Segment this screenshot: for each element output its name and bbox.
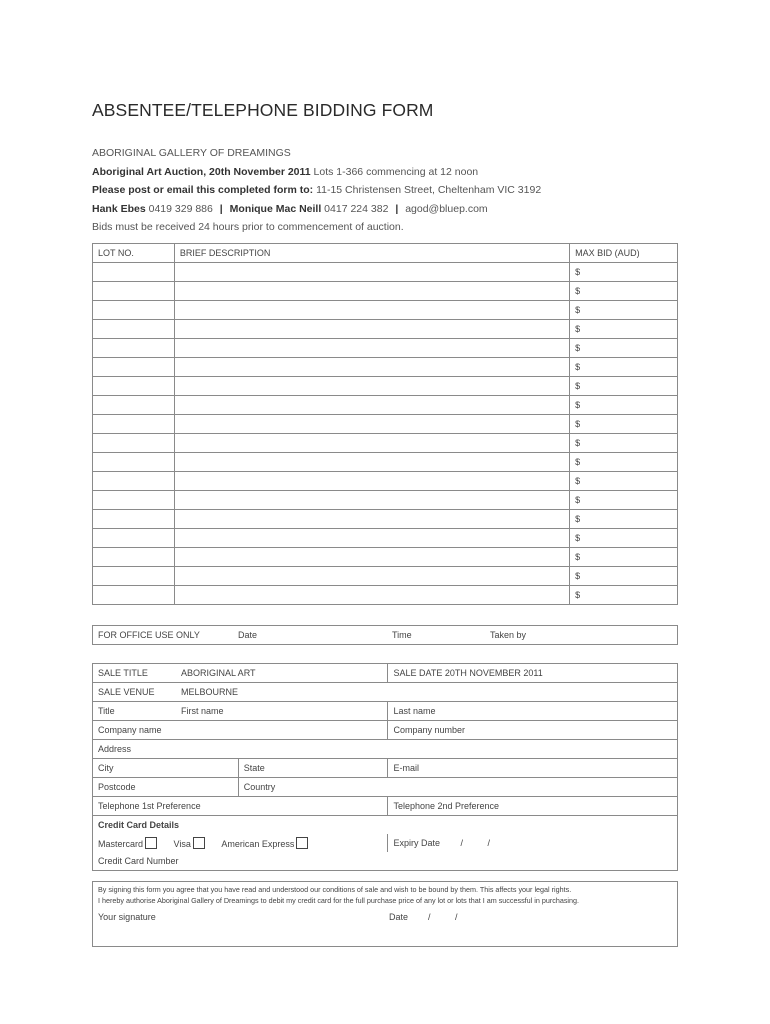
post-address: 11-15 Christensen Street, Cheltenham VIC 3192 bbox=[316, 184, 542, 196]
sign-date-slash-2: / bbox=[455, 912, 458, 922]
max-bid-cell[interactable]: $ bbox=[570, 263, 678, 282]
max-bid-cell[interactable]: $ bbox=[570, 548, 678, 567]
description-cell[interactable] bbox=[174, 377, 569, 396]
postcode-field[interactable]: Postcode bbox=[93, 778, 239, 797]
lot-no-cell[interactable] bbox=[93, 282, 175, 301]
max-bid-cell[interactable]: $ bbox=[570, 358, 678, 377]
max-bid-cell[interactable]: $ bbox=[570, 282, 678, 301]
max-bid-cell[interactable]: $ bbox=[570, 491, 678, 510]
max-bid-cell[interactable]: $ bbox=[570, 453, 678, 472]
lot-no-cell[interactable] bbox=[93, 263, 175, 282]
office-use-label: FOR OFFICE USE ONLY bbox=[98, 630, 200, 640]
lot-row bbox=[93, 510, 678, 529]
form-title: ABSENTEE/TELEPHONE BIDDING FORM bbox=[92, 100, 434, 120]
lot-row bbox=[93, 263, 678, 282]
contact2-phone: 0417 224 382 bbox=[324, 202, 389, 215]
lot-no-cell[interactable] bbox=[93, 396, 175, 415]
description-cell[interactable] bbox=[174, 282, 569, 301]
sale-title-label: SALE TITLE bbox=[98, 668, 148, 678]
lot-no-cell[interactable] bbox=[93, 472, 175, 491]
lots-header-row bbox=[93, 244, 678, 263]
description-cell[interactable] bbox=[174, 434, 569, 453]
expiry-date-field[interactable] bbox=[388, 834, 678, 852]
auction-lots: Lots 1-366 commencing at 12 noon bbox=[313, 165, 479, 178]
terms-line-1: By signing this form you agree that you have read and understood our conditions of sale and wish to be bound by them. This affects your legal rights. bbox=[98, 885, 572, 894]
max-bid-cell[interactable]: $ bbox=[570, 529, 678, 548]
description-header: BRIEF DESCRIPTION bbox=[174, 244, 569, 263]
max-bid-cell[interactable]: $ bbox=[570, 567, 678, 586]
sign-date-slash-1: / bbox=[428, 912, 431, 922]
description-cell[interactable] bbox=[174, 263, 569, 282]
state-field[interactable]: State bbox=[238, 759, 388, 778]
office-date-label: Date bbox=[238, 630, 258, 640]
max-bid-cell[interactable]: $ bbox=[570, 396, 678, 415]
max-bid-cell[interactable]: $ bbox=[570, 434, 678, 453]
description-cell[interactable] bbox=[174, 586, 569, 605]
sale-date-field: SALE DATE 20TH NOVEMBER 2011 bbox=[388, 664, 678, 683]
expiry-slash-1: / bbox=[460, 838, 463, 848]
contact2-name: Monique Mac Neill bbox=[229, 202, 322, 215]
office-use-row bbox=[93, 626, 678, 645]
lot-row bbox=[93, 434, 678, 453]
credit-card-number-field[interactable]: Credit Card Number bbox=[93, 852, 678, 871]
mastercard-checkbox[interactable] bbox=[145, 837, 157, 849]
office-taken-by-label: Taken by bbox=[490, 630, 527, 640]
signature-field[interactable] bbox=[93, 910, 385, 947]
lot-row bbox=[93, 453, 678, 472]
lot-row bbox=[93, 339, 678, 358]
lots-table bbox=[92, 243, 678, 605]
description-cell[interactable] bbox=[174, 567, 569, 586]
description-cell[interactable] bbox=[174, 548, 569, 567]
lot-no-cell[interactable] bbox=[93, 358, 175, 377]
description-cell[interactable] bbox=[174, 396, 569, 415]
country-field[interactable]: Country bbox=[238, 778, 677, 797]
city-field[interactable]: City bbox=[93, 759, 239, 778]
credit-card-heading: Credit Card Details bbox=[93, 816, 678, 835]
amex-label: American Express bbox=[221, 839, 295, 849]
amex-checkbox[interactable] bbox=[296, 837, 308, 849]
post-label: Please post or email this completed form to: bbox=[92, 184, 314, 196]
post-line bbox=[92, 181, 541, 200]
intro-block bbox=[92, 144, 541, 237]
name-field[interactable] bbox=[93, 702, 388, 721]
auction-line bbox=[92, 163, 541, 182]
lot-no-cell[interactable] bbox=[93, 339, 175, 358]
lot-no-cell[interactable] bbox=[93, 491, 175, 510]
max-bid-cell[interactable]: $ bbox=[570, 510, 678, 529]
max-bid-cell[interactable]: $ bbox=[570, 472, 678, 491]
expiry-slash-2: / bbox=[487, 838, 490, 848]
description-cell[interactable] bbox=[174, 415, 569, 434]
description-cell[interactable] bbox=[174, 339, 569, 358]
terms-line-2: I hereby authorise Aboriginal Gallery of Dreamings to debit my credit card for the full purchase price of any lot or lots that I am successful in purchasing. bbox=[98, 896, 579, 905]
lot-no-cell[interactable] bbox=[93, 434, 175, 453]
lot-row bbox=[93, 567, 678, 586]
email-field[interactable]: E-mail bbox=[388, 759, 678, 778]
lot-row bbox=[93, 415, 678, 434]
max-bid-cell[interactable]: $ bbox=[570, 377, 678, 396]
gallery-name: ABORIGINAL GALLERY OF DREAMINGS bbox=[92, 147, 291, 159]
max-bid-cell[interactable]: $ bbox=[570, 301, 678, 320]
sale-title-value: ABORIGINAL ART bbox=[181, 668, 256, 678]
signature-table bbox=[92, 881, 678, 947]
description-cell[interactable] bbox=[174, 491, 569, 510]
lot-no-cell[interactable] bbox=[93, 415, 175, 434]
max-bid-cell[interactable]: $ bbox=[570, 586, 678, 605]
lot-no-cell[interactable] bbox=[93, 453, 175, 472]
description-cell[interactable] bbox=[174, 358, 569, 377]
sale-venue-field bbox=[93, 683, 678, 702]
lot-no-cell[interactable] bbox=[93, 529, 175, 548]
description-cell[interactable] bbox=[174, 320, 569, 339]
telephone-1-field[interactable]: Telephone 1st Preference bbox=[93, 797, 388, 816]
max-bid-cell[interactable]: $ bbox=[570, 415, 678, 434]
lot-no-header: LOT NO. bbox=[93, 244, 175, 263]
lot-row bbox=[93, 301, 678, 320]
sale-title-field[interactable] bbox=[93, 664, 388, 683]
max-bid-cell[interactable]: $ bbox=[570, 320, 678, 339]
separator-1: | bbox=[219, 202, 223, 215]
lot-no-cell[interactable] bbox=[93, 510, 175, 529]
lot-row bbox=[93, 282, 678, 301]
separator-2: | bbox=[395, 202, 399, 215]
lot-row bbox=[93, 586, 678, 605]
lot-row bbox=[93, 377, 678, 396]
description-cell[interactable] bbox=[174, 453, 569, 472]
last-name-field[interactable]: Last name bbox=[388, 702, 678, 721]
description-cell[interactable] bbox=[174, 472, 569, 491]
lot-no-cell[interactable] bbox=[93, 586, 175, 605]
lot-no-cell[interactable] bbox=[93, 548, 175, 567]
sale-venue-label: SALE VENUE bbox=[98, 687, 155, 697]
sign-date-field[interactable] bbox=[384, 910, 678, 947]
auction-title: Aboriginal Art Auction, 20th November 2011 bbox=[92, 165, 311, 178]
title-label: Title bbox=[98, 706, 115, 716]
description-cell[interactable] bbox=[174, 529, 569, 548]
max-bid-header: MAX BID (AUD) bbox=[570, 244, 678, 263]
sign-date-label: Date bbox=[389, 912, 409, 922]
expiry-date-label: Expiry Date bbox=[393, 838, 441, 848]
visa-label: Visa bbox=[173, 839, 191, 849]
address-field[interactable]: Address bbox=[93, 740, 678, 759]
sale-venue-value: MELBOURNE bbox=[181, 687, 239, 697]
lot-row bbox=[93, 358, 678, 377]
office-use-table bbox=[92, 625, 678, 645]
description-cell[interactable] bbox=[174, 510, 569, 529]
contact-line bbox=[92, 200, 541, 219]
lot-no-cell[interactable] bbox=[93, 377, 175, 396]
first-name-label: First name bbox=[181, 706, 224, 716]
telephone-2-field[interactable]: Telephone 2nd Preference bbox=[388, 797, 678, 816]
lot-row bbox=[93, 529, 678, 548]
company-number-field[interactable]: Company number bbox=[388, 721, 678, 740]
max-bid-cell[interactable]: $ bbox=[570, 339, 678, 358]
office-time-label: Time bbox=[392, 630, 412, 640]
lot-no-cell[interactable] bbox=[93, 567, 175, 586]
card-type-row bbox=[93, 834, 388, 852]
lot-no-cell[interactable] bbox=[93, 301, 175, 320]
lot-no-cell[interactable] bbox=[93, 320, 175, 339]
bidder-details-table bbox=[92, 663, 678, 871]
lot-row bbox=[93, 548, 678, 567]
terms-text bbox=[93, 882, 678, 911]
lot-row bbox=[93, 396, 678, 415]
contact-email: agod@bluep.com bbox=[405, 202, 488, 215]
contact1-name: Hank Ebes bbox=[92, 202, 146, 215]
deadline-note: Bids must be received 24 hours prior to commencement of auction. bbox=[92, 221, 404, 233]
lot-row bbox=[93, 491, 678, 510]
contact1-phone: 0419 329 886 bbox=[148, 202, 213, 215]
lot-row bbox=[93, 472, 678, 491]
description-cell[interactable] bbox=[174, 301, 569, 320]
lot-row bbox=[93, 320, 678, 339]
signature-label: Your signature bbox=[98, 912, 156, 922]
company-name-field[interactable]: Company name bbox=[93, 721, 388, 740]
mastercard-label: Mastercard bbox=[98, 839, 144, 849]
visa-checkbox[interactable] bbox=[193, 837, 205, 849]
